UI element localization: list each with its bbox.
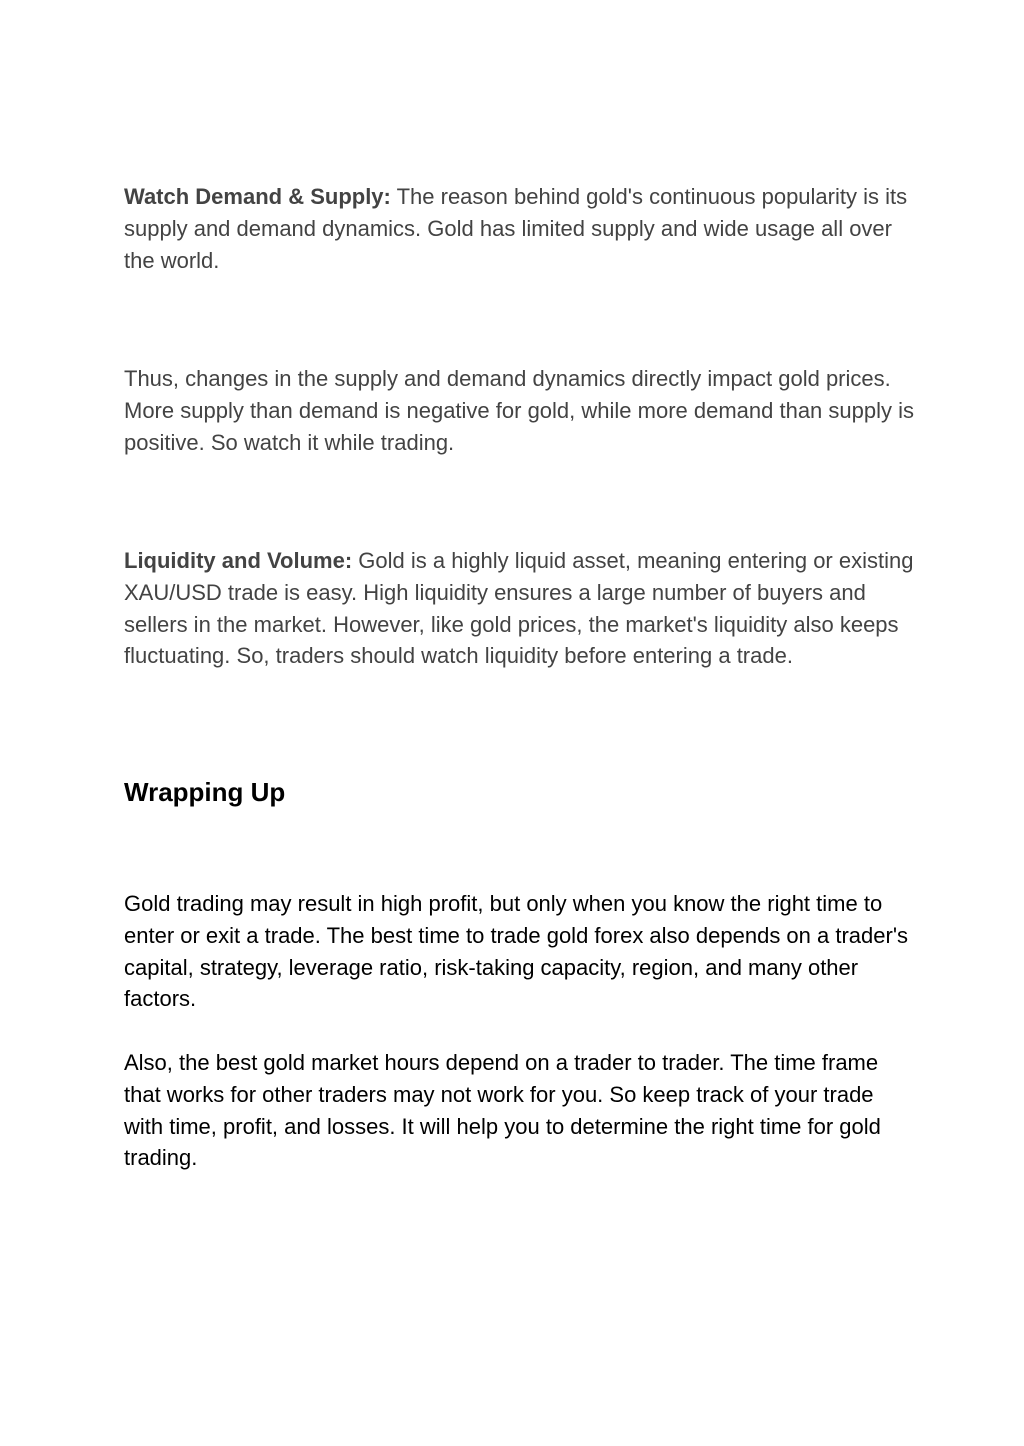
demand-supply-paragraph xyxy=(124,181,914,276)
demand-supply-text: The reason behind gold's continuous popularity is its supply and demand dynamics. Gold has limited supply and wide usage all over the world. xyxy=(124,184,908,273)
liquidity-text: Gold is a highly liquid asset, meaning entering or existing XAU/USD trade is easy. High liquidity ensures a large number of buyers and sellers in the market. However, like gold prices, the market's liquidity also keeps fluctuating. So, traders should watch liquidity before entering a trade. xyxy=(124,548,914,669)
wrapping-up-heading: Wrapping Up xyxy=(124,777,286,807)
wrapping-up-paragraph-1: Gold trading may result in high profit, but only when you know the right time to enter or exit a trade. The best time to trade gold forex also depends on a trader's capital, strategy, leverage ratio, risk-taking capacity, region, and many other factors. xyxy=(124,891,909,1012)
demand-supply-lead: Watch Demand & Supply: xyxy=(124,184,391,209)
demand-supply-followup-paragraph: Thus, changes in the supply and demand dynamics directly impact gold prices. More supply than demand is negative for gold, while more demand than supply is positive. So watch it while trading. xyxy=(124,366,915,455)
wrapping-up-paragraph-2: Also, the best gold market hours depend on a trader to trader. The time frame that works for other traders may not work for you. So keep track of your trade with time, profit, and losses. It will help you to determine the right time for gold trading. xyxy=(124,1050,881,1171)
liquidity-lead: Liquidity and Volume: xyxy=(124,548,353,573)
liquidity-paragraph xyxy=(124,545,914,672)
